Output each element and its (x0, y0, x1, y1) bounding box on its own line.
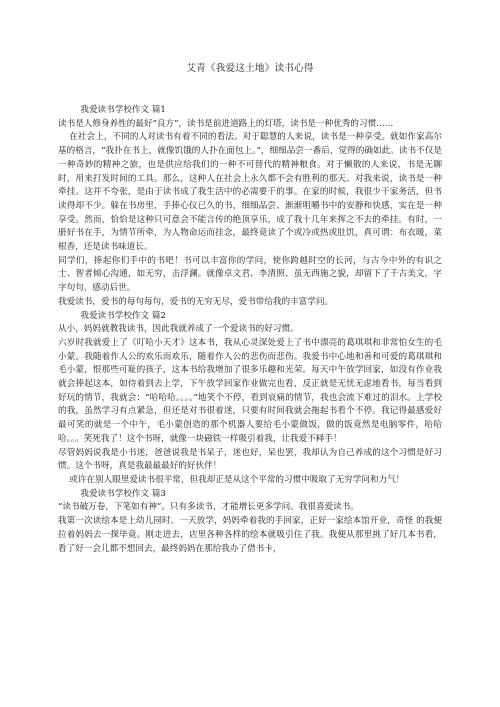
paragraph: 在社会上，不同的人对读书有着不同的看法。对于聪慧的人来说，读书是一种享受。就如作家高尔基的格言，“我扑在书上，就像饥饿的人扑在面包上。”，细细品尝一番后，觉得的确如此。读书不仅是一种奇妙的精神之旅，也是供应给我们的一种不可替代的精神粮食。对于懒散的人来说，书是无聊时，用来打发时间的工具。那么，这种人在社会上永久都不会有胜利的那天。对我来说，读书是一种牵挂。这并不夸张，是由于读书成了我生活中的必需要干的事。在家的时候，我很少干家务活，但书读得却不少。躲在书房里，手捧心仪已久的书，细细品尝、渐渐咀嚼书中的安静和快感，实在是一种享受。然而，恰恰是这种只可意会不能言传的绝顶享乐，成了我十几年来挥之不去的牵挂。有时，一册好书在手，为情节所牵，为人物命运而挂念，最终竟读了个或冷或热或肚饥，真可谓：布衣暖，菜根香，还是读书味道长。 (58, 132, 442, 253)
document-body (58, 104, 442, 556)
paragraph: 我爱读书，爱书的每句每句，爱书的无穷无尽，爱书带给我的丰富学问。 (58, 296, 334, 307)
paragraph: 读书是人修身养性的最好“良方”，读书是前进道路上的灯塔，读书是一种优秀的习惯…… (58, 118, 394, 129)
section-heading: 我爱读书学校作文 篇2 (80, 310, 166, 321)
document-title: 艾青《我爱这土地》读书心得 (186, 63, 314, 74)
paragraph: 我第一次读绘本是上幼儿园时。一天放学，妈妈牵着我的手回家，正好一家绘本馆开业，奇怪 的我便拉着妈妈去一探毕竟。刚走进去，店里各种各样的绘本就吸引住了我。我便从那里挑了好几本书看，看了好一会儿都不想回去，最终妈妈在那给我办了借书卡， (58, 516, 442, 554)
paragraph: 或许在别人眼里爱读书很平常，但我却正是从这个平常的习惯中吸取了无穷学问和力气！ (69, 474, 405, 485)
section-heading: 我爱读书学校作文 篇1 (80, 105, 166, 115)
paragraph: 从小，妈妈就教我读书，因此我就养成了一个爱读书的好习惯。 (58, 324, 299, 335)
paragraph: 同学们，捧起你们手中的书吧！书可以丰富你的学问，使你跨越时空的长河，与古今中外的有识之士、智者倾心沟通，如无穷，击浮澜。就像卓文君、李清照、虽无西施之貌，却留下了千古美文，字字句句，感动后世。 (58, 255, 442, 294)
paragraph: “读书破万卷，下笔如有神”。只有多读书，才能增长更多学问。我很喜爱读书。 (58, 502, 359, 513)
paragraph: 六岁时我就爱上了《叮哈小天才》这本书，我从心灵深处爱上了书中漂亮的葛琪琪和非常怕女生的毛小蒙。我随着作人公的欢乐而欢乐，随着作人公的悲伤而悲伤。我爱书中心地和善和可爱的葛琪琪和毛小蒙，恨那些可耻的孩子，这本书给我增加了很多乐趣和光荣。每天中午放学回家，如没有作业我就会捧起这本，如侍着到去上学，下午放学回家作业做完也看，反正就是无忧无虑地看书，每当看到好玩的情节，我就会：“哈哈哈。。。。”地笑个不停，看到哀痛的情节，我也会流下难过的泪水。上学校的我，虽然学习有点紧急，但还是对书很着迷，只要有时间我就会拖起书看个不停。我记得最感爱好最可笑的就是一个中午，毛小蒙创造的那个机器人要给毛小蒙做饭，做的饭竟然是电脑零件，哈哈哈。。。笑死我了！这个书呀，就像一块磁铁一样吸引着我，让我爱不释手！ (58, 337, 442, 444)
section-heading: 我爱读书学校作文 篇3 (80, 488, 166, 499)
paragraph: 尽管妈妈说我是小书迷，爸爸说我是书呆子，迷也好，呆也罢，我却认为自己养成的这个习惯是好习惯。这个书呀，真是我最最最好的好伙伴！ (58, 447, 442, 472)
